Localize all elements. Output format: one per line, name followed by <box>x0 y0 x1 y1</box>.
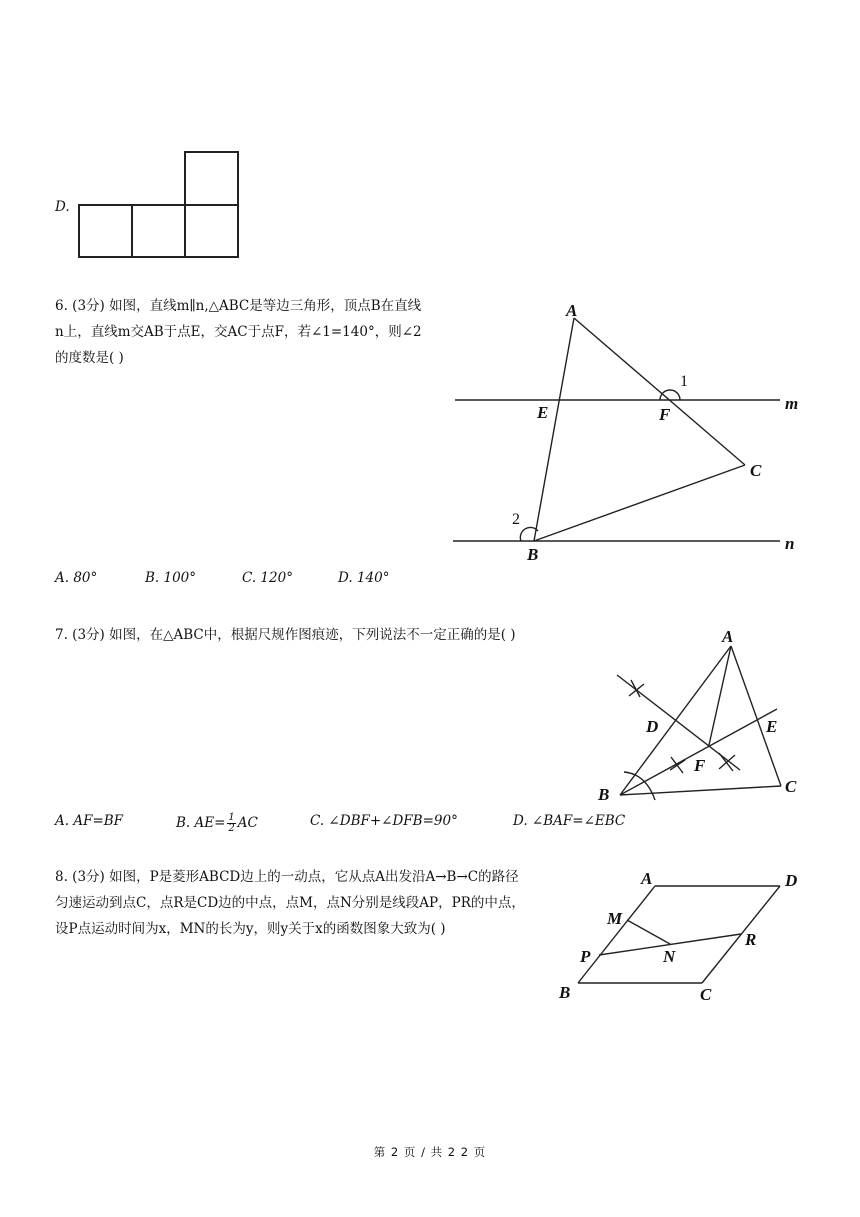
q6-label-f: F <box>659 405 671 424</box>
q8-label-b: B <box>559 983 571 1002</box>
q8-label-c: C <box>700 985 712 1004</box>
q7-label-d: D <box>646 717 659 736</box>
q7-label-c: C <box>785 777 797 796</box>
q7-text-line1: 7. (3分) 如图，在△ABC中，根据尺规作图痕迹，下列说法不一定正确的是( ) <box>55 627 516 643</box>
q8-text-line3: 设P点运动时间为x，MN的长为y，则y关于x的函数图象大致为( ) <box>55 921 446 937</box>
q7-label-a: A <box>722 627 734 646</box>
q6-label-angle1: 1 <box>680 373 688 390</box>
q8-label-p: P <box>580 947 591 966</box>
q8-label-d: D <box>785 871 798 890</box>
q6-option-b[interactable]: B. 100° <box>145 570 197 586</box>
q5-option-d-label: D. <box>55 199 70 215</box>
q7-option-c[interactable]: C. ∠DBF+∠DFB=90° <box>310 813 458 829</box>
q6-text-line2: n上，直线m交AB于点E，交AC于点F，若∠1=140°，则∠2 <box>55 324 422 340</box>
q6-label-m: m <box>785 394 799 413</box>
q6-text-line3: 的度数是( ) <box>55 350 124 366</box>
q6-text-line1: 6. (3分) 如图，直线m∥n,△ABC是等边三角形，顶点B在直线 <box>55 298 422 314</box>
q8-text-line1: 8. (3分) 如图，P是菱形ABCD边上的一动点，它从点A出发沿A→B→C的路径 <box>55 869 519 885</box>
q6-label-a: A <box>566 301 578 320</box>
q7-option-d[interactable]: D. ∠BAF=∠EBC <box>513 813 626 829</box>
q6-label-n: n <box>785 534 795 553</box>
q7-label-e: E <box>766 717 778 736</box>
q8-label-n: N <box>663 947 676 966</box>
q7-option-b-fraction-num: 1 <box>228 812 235 823</box>
q7-option-b-tail: AC <box>237 815 258 831</box>
q8-label-a: A <box>641 869 653 888</box>
q6-option-c[interactable]: C. 120° <box>242 570 293 586</box>
q7-option-a[interactable]: A. AF=BF <box>55 813 124 829</box>
q8-label-r: R <box>745 930 757 949</box>
q7-label-b: B <box>598 785 610 804</box>
q6-option-a[interactable]: A. 80° <box>55 570 98 586</box>
q6-label-angle2: 2 <box>512 511 520 528</box>
q6-label-c: C <box>750 461 762 480</box>
q8-label-m: M <box>607 909 623 928</box>
q7-option-b-fraction-den: 2 <box>228 823 235 834</box>
q7-label-f: F <box>694 756 706 775</box>
q6-option-d[interactable]: D. 140° <box>338 570 390 586</box>
q6-label-e: E <box>537 403 549 422</box>
q7-option-b-text: B. AE= <box>176 815 226 831</box>
page-footer: 第 2 页 / 共 2 2 页 <box>373 1145 487 1159</box>
q8-text-line2: 匀速运动到点C，点R是CD边的中点，点M，点N分别是线段AP，PR的中点， <box>55 895 525 911</box>
q6-label-b: B <box>527 545 539 564</box>
